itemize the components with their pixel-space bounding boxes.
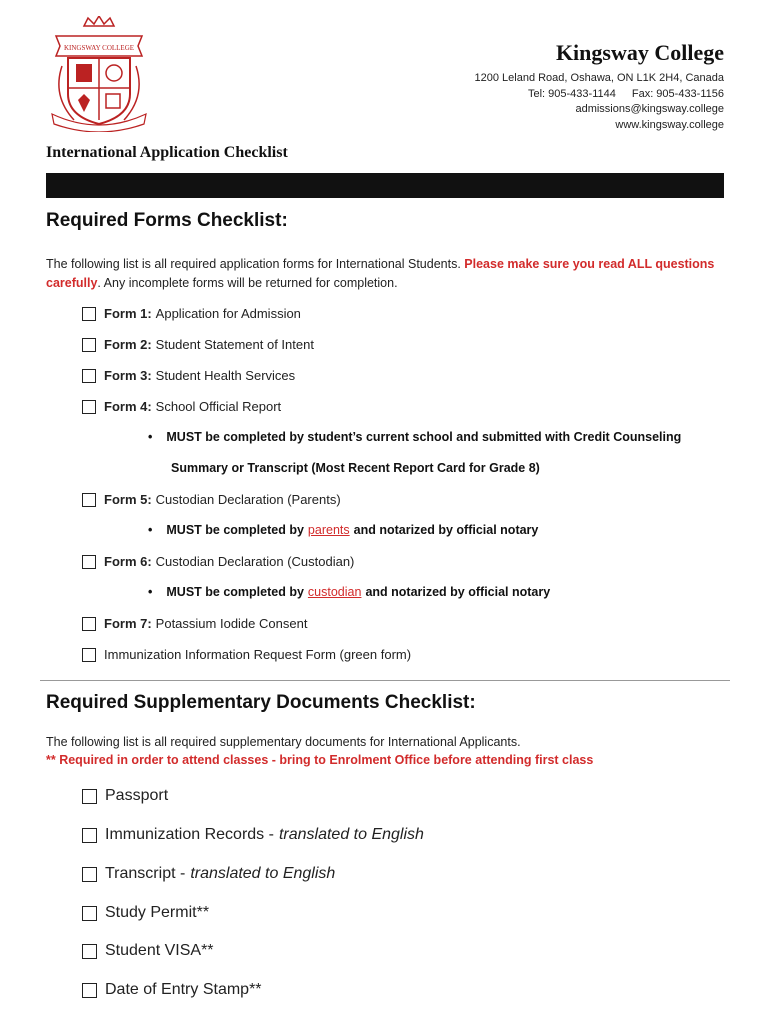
checklist-item-transcript[interactable] — [82, 865, 335, 883]
form-label: Form 4: — [104, 399, 152, 414]
form-text: Application for Admission — [155, 306, 301, 321]
checklist-item-immunization-form[interactable] — [82, 647, 411, 662]
note-text: MUST be completed by — [166, 523, 304, 537]
checkbox[interactable] — [82, 338, 96, 352]
checklist-item-study-permit[interactable] — [82, 904, 209, 922]
checklist-item-date-of-entry-stamp[interactable] — [82, 981, 262, 999]
crest-text: KINGSWAY COLLEGE — [63, 44, 135, 52]
doc-note: translated to English — [190, 865, 336, 882]
checkbox[interactable] — [82, 906, 97, 921]
checkbox[interactable] — [82, 983, 97, 998]
section-divider — [40, 680, 730, 681]
checklist-item-form-4[interactable] — [82, 399, 281, 414]
forms-intro-warning: Please make sure you read ALL questions carefully — [46, 257, 715, 290]
doc-note: translated to English — [278, 826, 424, 843]
checkbox[interactable] — [82, 555, 96, 569]
form-text: Student Statement of Intent — [155, 337, 314, 352]
checkbox[interactable] — [82, 648, 96, 662]
checkbox[interactable] — [82, 828, 97, 843]
address: 1200 Leland Road, Oshawa, ON L1K 2H4, Canada — [474, 72, 724, 84]
forms-intro-end: . Any incomplete forms will be returned for completion. — [97, 276, 398, 290]
checkbox[interactable] — [82, 617, 96, 631]
form-label: Form 7: — [104, 616, 152, 631]
supplementary-docs-heading: Required Supplementary Documents Checklist: — [46, 692, 476, 713]
form-text: School Official Report — [155, 399, 282, 414]
note-text: MUST be completed by — [166, 585, 304, 599]
document-title: International Application Checklist — [46, 144, 288, 161]
form-text: Immunization Information Request Form (green form) — [104, 647, 412, 662]
note-text: and notarized by official notary — [365, 585, 551, 599]
form-label: Form 3: — [104, 368, 152, 383]
college-crest-logo — [44, 16, 154, 132]
checklist-item-form-3[interactable] — [82, 368, 295, 383]
form-text: Student Health Services — [155, 368, 296, 383]
doc-text: Student VISA** — [105, 942, 214, 959]
doc-text: Immunization Records - — [105, 826, 274, 843]
checklist-item-form-6[interactable] — [82, 554, 354, 569]
form-label: Form 6: — [104, 554, 152, 569]
note-text: and notarized by official notary — [353, 523, 539, 537]
checklist-item-form-1[interactable] — [82, 306, 301, 321]
checkbox[interactable] — [82, 307, 96, 321]
doc-text: Study Permit** — [105, 904, 210, 921]
form-text: Custodian Declaration (Custodian) — [155, 554, 355, 569]
checkbox[interactable] — [82, 944, 97, 959]
custodian-link[interactable]: custodian — [307, 585, 362, 599]
form-text: Custodian Declaration (Parents) — [155, 492, 341, 507]
doc-text: Transcript - — [105, 865, 186, 882]
checkbox[interactable] — [82, 369, 96, 383]
telephone: Tel: 905-433-1144 — [527, 87, 616, 100]
fax: Fax: 905-433-1156 — [631, 87, 724, 100]
checkbox[interactable] — [82, 867, 97, 882]
checklist-item-student-visa[interactable] — [82, 942, 214, 960]
checklist-item-form-2[interactable] — [82, 337, 314, 352]
form-4-note: • MUST be completed by student’s current school and submitted with Credit Counseling — [148, 430, 682, 444]
doc-text: Passport — [105, 787, 169, 804]
checkbox[interactable] — [82, 493, 96, 507]
form-label: Form 2: — [104, 337, 152, 352]
form-text: Potassium Iodide Consent — [155, 616, 308, 631]
college-name: Kingsway College — [555, 40, 724, 65]
form-4-note-line-1: MUST be completed by student’s current school and submitted with Credit Counseling — [166, 430, 682, 444]
required-forms-heading: Required Forms Checklist: — [46, 210, 288, 231]
checkbox[interactable] — [82, 789, 97, 804]
checklist-item-immunization-records[interactable] — [82, 826, 424, 844]
form-label: Form 1: — [104, 306, 152, 321]
checklist-item-form-5[interactable] — [82, 492, 341, 507]
forms-intro-text: The following list is all required application forms for International Students. — [46, 257, 465, 271]
supplementary-intro: The following list is all required supplementary documents for International Applicants. — [46, 735, 521, 749]
website[interactable]: www.kingsway.college — [615, 118, 724, 131]
supplementary-required-note: ** Required in order to attend classes - bring to Enrolment Office before attending first class — [46, 753, 594, 767]
parents-link[interactable]: parents — [307, 523, 350, 537]
email[interactable]: admissions@kingsway.college — [575, 103, 724, 115]
doc-text: Date of Entry Stamp** — [105, 981, 262, 998]
header-divider-bar — [46, 173, 724, 198]
forms-intro — [46, 255, 726, 293]
form-4-note-line-2: Summary or Transcript (Most Recent Report Card for Grade 8) — [171, 461, 540, 475]
form-label: Form 5: — [104, 492, 152, 507]
form-5-note: • MUST be completed by parents and notarized by official notary — [148, 523, 539, 537]
checklist-item-form-7[interactable] — [82, 616, 307, 631]
checkbox[interactable] — [82, 400, 96, 414]
contact-block — [475, 71, 725, 133]
form-6-note: • MUST be completed by custodian and notarized by official notary — [148, 585, 551, 599]
checklist-item-passport[interactable] — [82, 787, 168, 805]
